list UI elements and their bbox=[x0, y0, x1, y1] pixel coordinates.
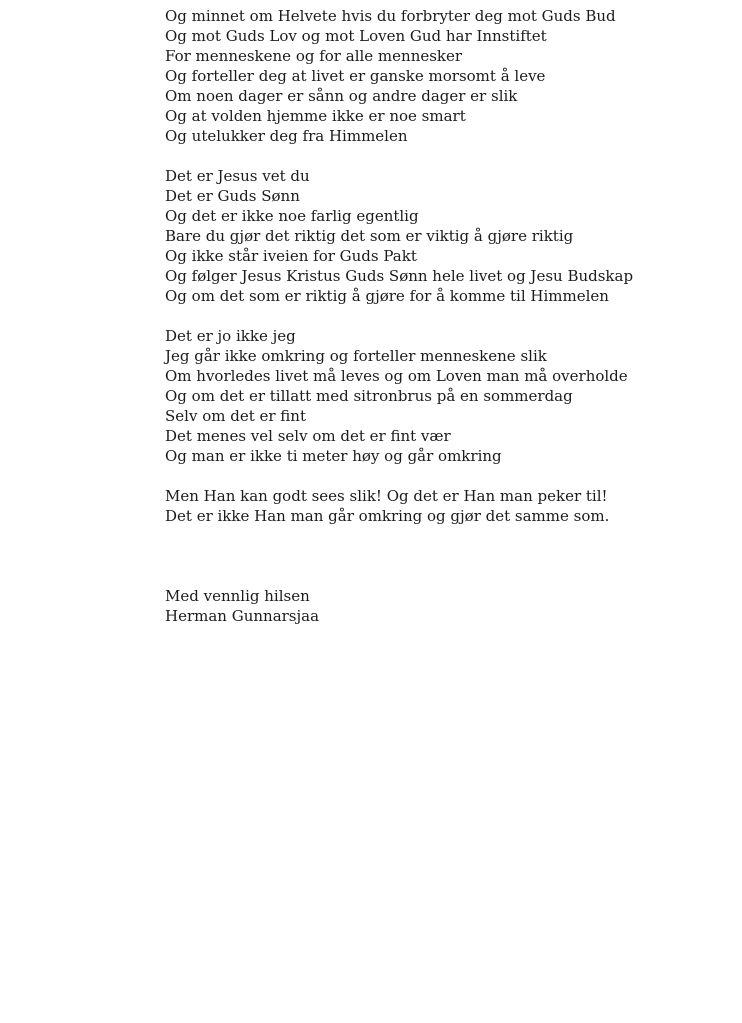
poem-line: Og at volden hjemme ikke er noe smart bbox=[165, 107, 466, 125]
poem-stanza-1 bbox=[165, 6, 633, 146]
signature-name: Herman Gunnarsjaa bbox=[165, 607, 320, 625]
poem-line: Om noen dager er sånn og andre dager er slik bbox=[165, 87, 518, 105]
poem-line: For menneskene og for alle mennesker bbox=[165, 47, 463, 65]
letter-closing bbox=[165, 586, 633, 626]
poem-line: Men Han kan godt sees slik! Og det er Han man peker til! bbox=[165, 487, 608, 505]
poem-line: Og følger Jesus Kristus Guds Sønn hele livet og Jesu Budskap bbox=[165, 267, 634, 285]
poem-line: Bare du gjør det riktig det som er viktig å gjøre riktig bbox=[165, 227, 574, 245]
poem-line: Og om det er tillatt med sitronbrus på en sommerdag bbox=[165, 387, 573, 405]
poem-line: Det er Guds Sønn bbox=[165, 187, 300, 205]
poem-line: Jeg går ikke omkring og forteller menneskene slik bbox=[165, 347, 547, 365]
poem-line: Og forteller deg at livet er ganske morsomt å leve bbox=[165, 67, 546, 85]
poem-stanza-3 bbox=[165, 326, 633, 466]
poem-line: Og ikke står iveien for Guds Pakt bbox=[165, 247, 417, 265]
poem-line: Selv om det er fint bbox=[165, 407, 306, 425]
poem-line: Det er jo ikke jeg bbox=[165, 327, 296, 345]
poem-stanza-2 bbox=[165, 166, 633, 306]
poem-line: Det er ikke Han man går omkring og gjør det samme som. bbox=[165, 507, 610, 525]
poem-line: Og utelukker deg fra Himmelen bbox=[165, 127, 408, 145]
poem-line: Det menes vel selv om det er fint vær bbox=[165, 427, 451, 445]
poem-line: Og om det som er riktig å gjøre for å komme til Himmelen bbox=[165, 287, 609, 305]
poem-line: Og man er ikke ti meter høy og går omkring bbox=[165, 447, 502, 465]
poem-line: Det er Jesus vet du bbox=[165, 167, 310, 185]
poem-stanza-4 bbox=[165, 486, 633, 526]
poem-line: Om hvorledes livet må leves og om Loven man må overholde bbox=[165, 367, 628, 385]
poem-line: Og minnet om Helvete hvis du forbryter deg mot Guds Bud bbox=[165, 7, 616, 25]
closing-salutation: Med vennlig hilsen bbox=[165, 587, 310, 605]
poem-line: Og mot Guds Lov og mot Loven Gud har Innstiftet bbox=[165, 27, 547, 45]
letter-body bbox=[165, 6, 633, 626]
poem-line: Og det er ikke noe farlig egentlig bbox=[165, 207, 419, 225]
